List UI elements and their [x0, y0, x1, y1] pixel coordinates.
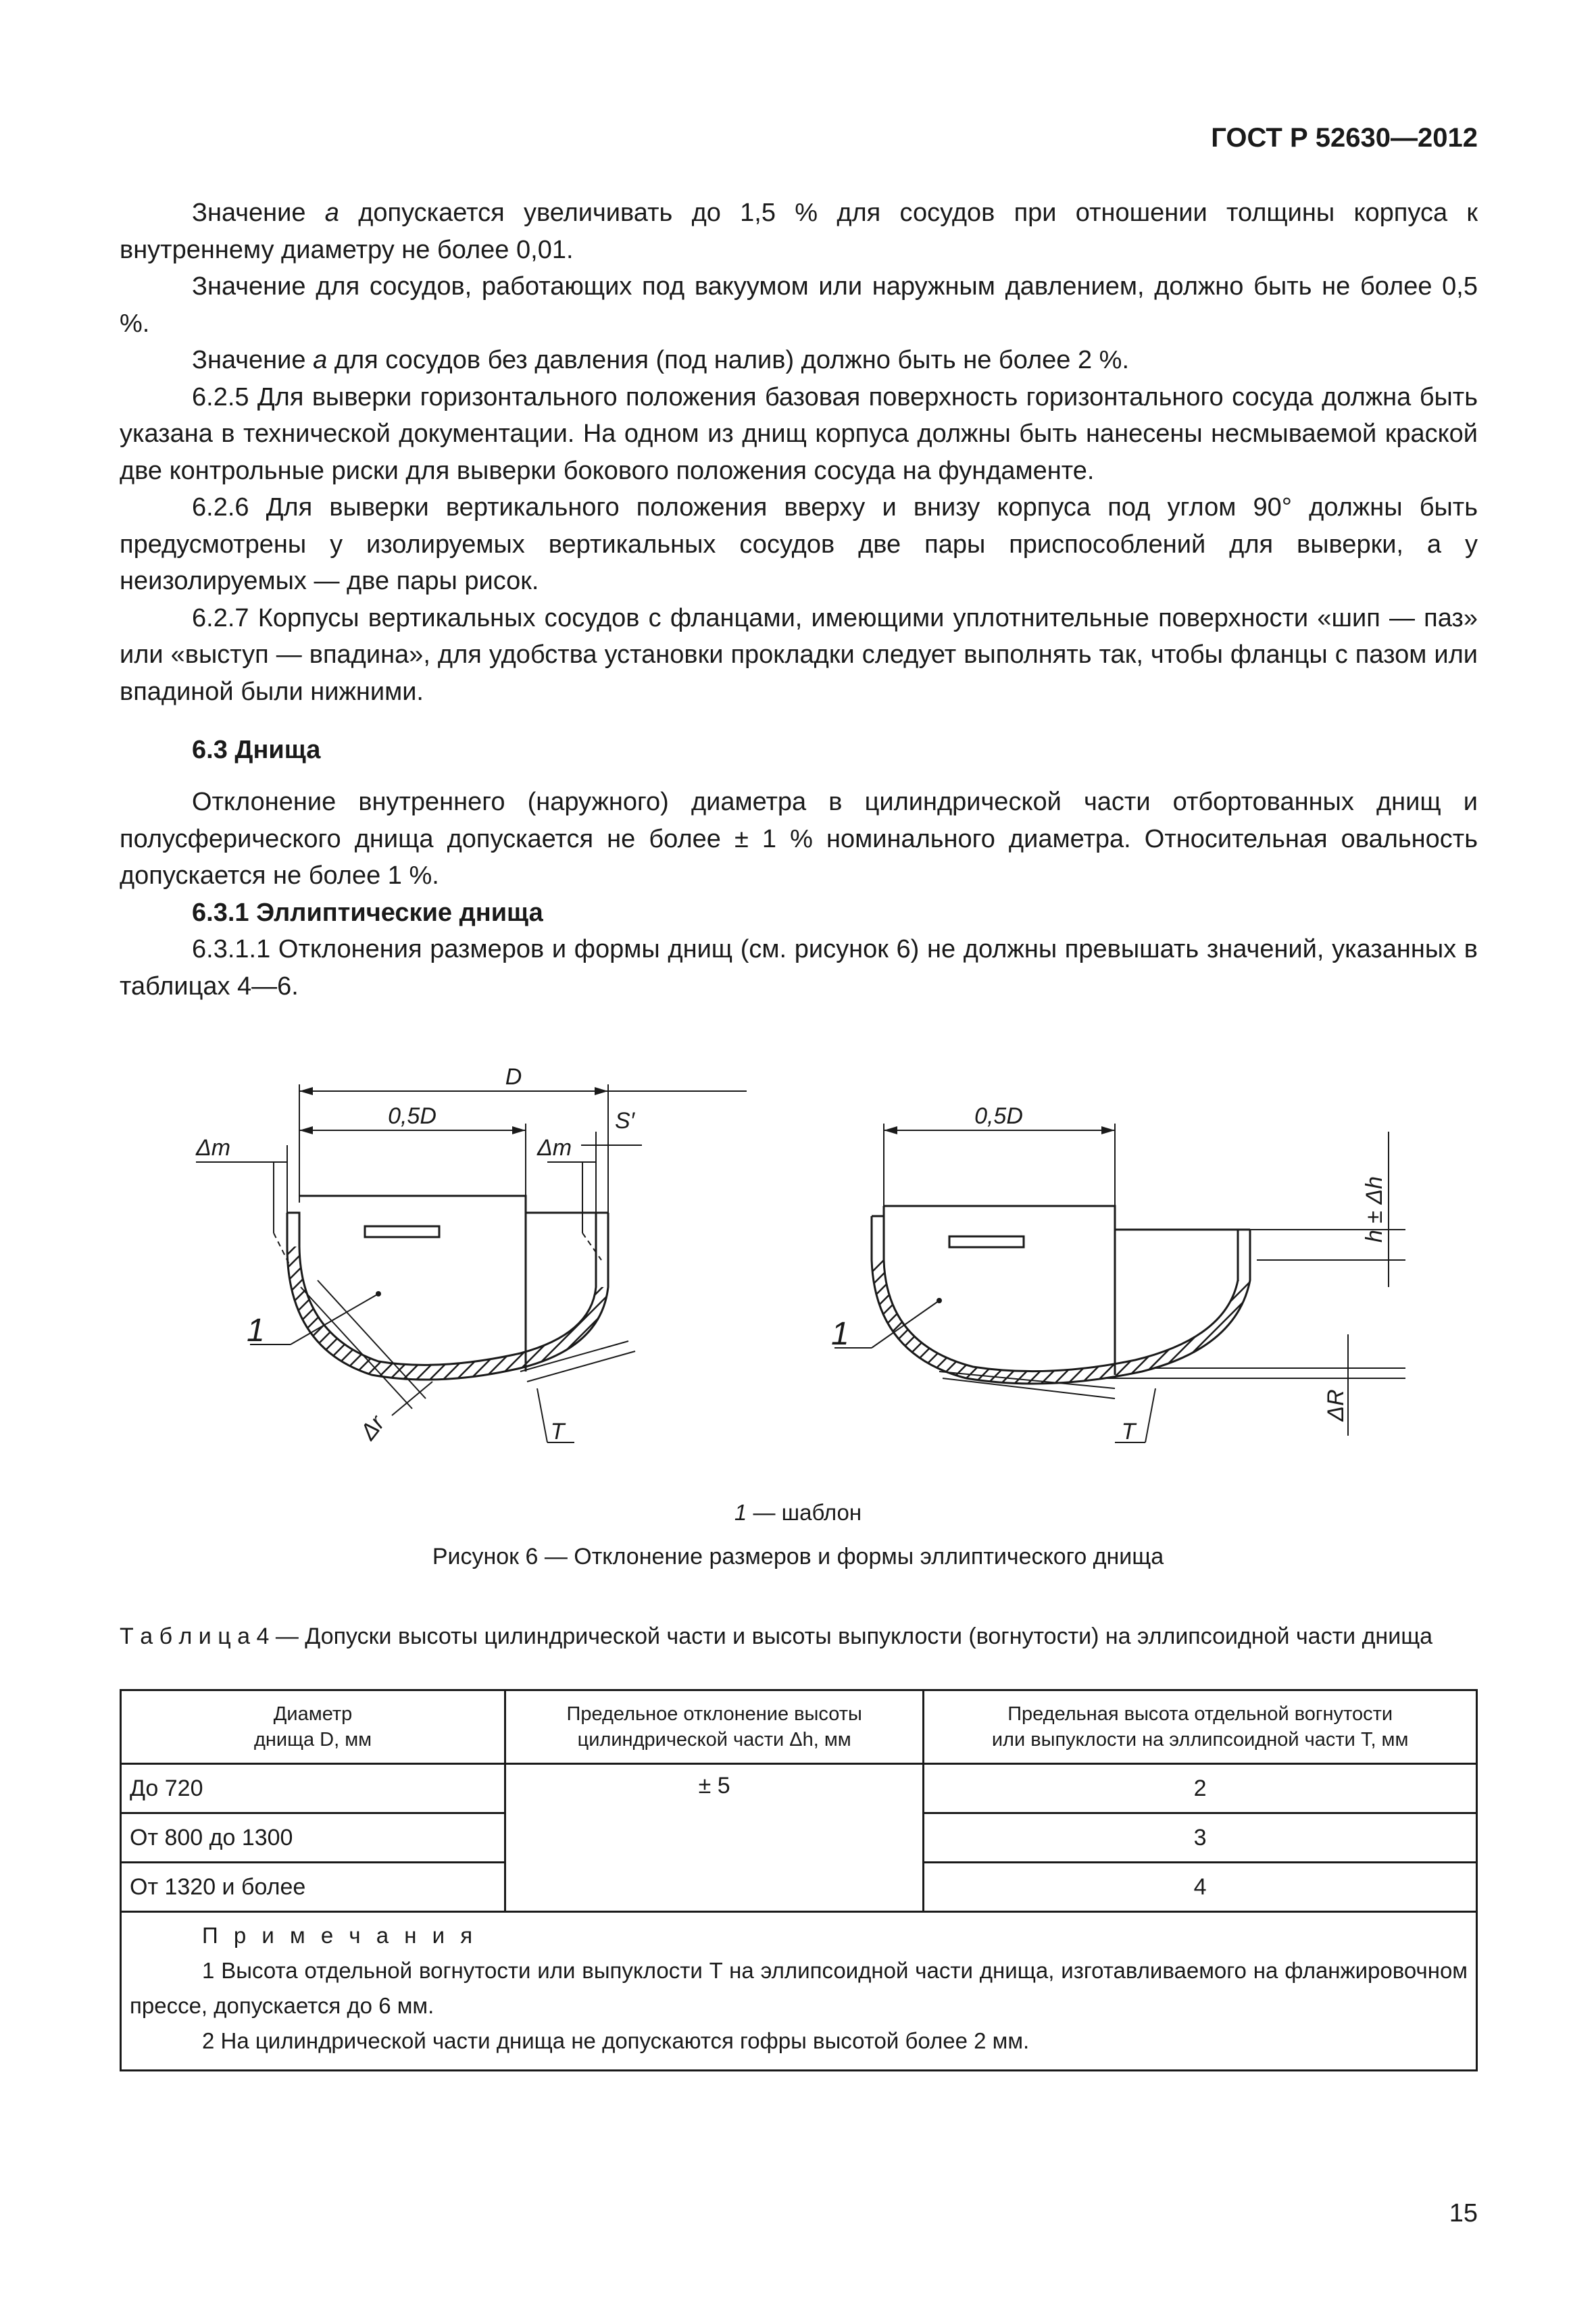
- paragraph-3: Значение a для сосудов без давления (под налив) должно быть не более 2 %.: [192, 346, 1130, 374]
- paragraph-6-3: Отклонение внутреннего (наружного) диаметра в цилиндрической части отбортованных днищ и полусферического днища допускается не более ± 1 % номинального диаметра. Относительная овальность допускается не более 1 %.: [120, 788, 1478, 890]
- cell-max-height: 3: [924, 1813, 1477, 1863]
- label-dm-left: Δm: [196, 1135, 231, 1161]
- label-s-prime: S′: [615, 1108, 635, 1134]
- paragraph-6-2-5: 6.2.5 Для выверки горизонтального положения базовая поверхность горизонтального сосуда должна быть указана в технической документации. На одном из днищ корпуса должны быть нанесены несмываемой краской две контрольные риски для выверки бокового положения сосуда на фундаменте.: [120, 382, 1478, 485]
- section-heading-6-3-1: 6.3.1 Эллиптические днища: [192, 898, 543, 927]
- cell-max-height: 4: [924, 1863, 1477, 1912]
- paragraph-6-3-1-1: 6.3.1.1 Отклонения размеров и формы днищ (см. рисунок 6) не должны превышать значений, указанных в таблицах 4—6.: [120, 935, 1478, 1001]
- header-diameter: Диаметр днища D, мм: [121, 1690, 505, 1764]
- note-1: 1 Высота отдельной вогнутости или выпуклости T на эллипсоидной части днища, изготавливаемого на фланжировочном прессе, допускается до 6 мм.: [130, 1958, 1468, 2018]
- label-T-right: T: [1121, 1419, 1136, 1444]
- paragraph-2: Значение для сосудов, работающих под вакуумом или наружным давлением, должно быть не более 0,5 %.: [120, 272, 1478, 338]
- document-id: ГОСТ Р 52630—2012: [1211, 123, 1478, 153]
- cell-diameter: До 720: [121, 1764, 505, 1813]
- notes-title: П р и м е ч а н и я: [202, 1923, 478, 1948]
- table-notes-row: [121, 1912, 1477, 2071]
- paragraph-6-2-6: 6.2.6 Для выверки вертикального положения вверху и внизу корпуса под углом 90° должны быть предусмотрены у изолируемых вертикальных сосудов две пары приспособлений для выверки, а у неизолируемых — две пары рисок.: [120, 493, 1478, 595]
- label-dr: Δr: [355, 1411, 390, 1445]
- label-dR: ΔR: [1323, 1389, 1349, 1422]
- header-height-deviation: Предельное отклонение высоты цилиндрической части Δh, мм: [505, 1690, 924, 1764]
- label-one-right: 1: [831, 1316, 849, 1352]
- table-4: [120, 1689, 1478, 2071]
- figure-6-drawing: [169, 1064, 1426, 1469]
- note-2: 2 На цилиндрической части днища не допускаются гофры высотой более 2 мм.: [202, 2028, 1030, 2053]
- label-D: D: [505, 1064, 522, 1090]
- table-header-row: [121, 1690, 1477, 1764]
- figure-legend: 1 — шаблон: [734, 1500, 862, 1525]
- section-heading-6-3: 6.3 Днища: [192, 736, 321, 764]
- label-half-D-left: 0,5D: [388, 1103, 437, 1129]
- label-one-left: 1: [247, 1313, 265, 1349]
- cell-diameter: От 1320 и более: [121, 1863, 505, 1912]
- table-row: [121, 1764, 1477, 1813]
- section-6-3-text: [120, 784, 1478, 1005]
- header-max-height: Предельная высота отдельной вогнутости или выпуклости на эллипсоидной части T, мм: [924, 1690, 1477, 1764]
- paragraph-1: Значение a допускается увеличивать до 1,5 % для сосудов при отношении толщины корпуса к внутреннему диаметру не более 0,01.: [120, 199, 1478, 264]
- label-half-D-right: 0,5D: [974, 1103, 1023, 1129]
- paragraph-6-2-7: 6.2.7 Корпусы вертикальных сосудов с фланцами, имеющими уплотнительные поверхности «шип — паз» или «выступ — впадина», для удобства установки прокладки следует выполнять так, чтобы фланцы с пазом или впадиной были нижними.: [120, 603, 1478, 706]
- body-text: [120, 195, 1478, 710]
- cell-diameter: От 800 до 1300: [121, 1813, 505, 1863]
- figure-caption: Рисунок 6 — Отклонение размеров и формы эллиптического днища: [432, 1544, 1164, 1569]
- label-T-left: T: [550, 1419, 565, 1444]
- table-notes: [121, 1912, 1477, 2071]
- cell-height-deviation: ± 5: [505, 1764, 924, 1912]
- table-4-caption: Т а б л и ц а 4 — Допуски высоты цилиндрической части и высоты выпуклости (вогнутости) на эллипсоидной части днища: [120, 1624, 1433, 1649]
- page-number: 15: [1449, 2199, 1478, 2228]
- label-h-dh: h ± Δh: [1362, 1176, 1387, 1243]
- cell-max-height: 2: [924, 1764, 1477, 1813]
- label-dm-right: Δm: [537, 1135, 572, 1161]
